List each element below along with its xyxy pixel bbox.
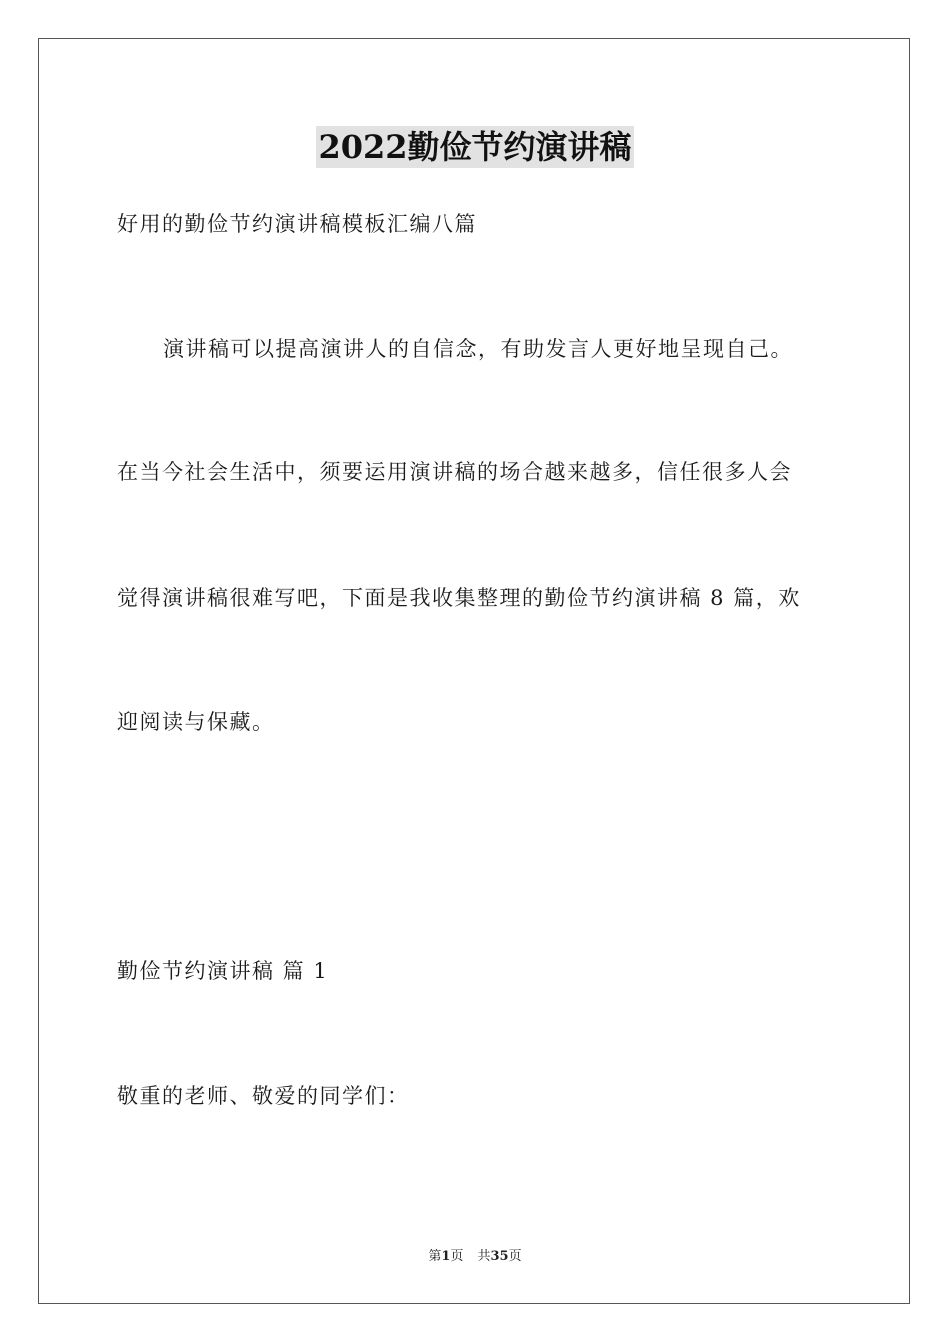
- page-suffix: 页: [450, 1249, 464, 1264]
- intro-line-2: 在当今社会生活中，须要运用演讲稿的场合越来越多，信任很多人会: [117, 460, 792, 484]
- intro-line-3: 觉得演讲稿很难写吧，下面是我收集整理的勤俭节约演讲稿 8 篇，欢: [117, 586, 801, 610]
- total-suffix: 页: [508, 1249, 522, 1264]
- salutation: 敬重的老师、敬爱的同学们：: [117, 1084, 410, 1108]
- section-heading: 勤俭节约演讲稿 篇 1: [117, 959, 329, 983]
- intro-line-1: 演讲稿可以提高演讲人的自信念，有助发言人更好地呈现自己。: [163, 337, 793, 361]
- title-container: [0, 126, 950, 168]
- document-title: 2022勤俭节约演讲稿: [318, 128, 632, 166]
- page-footer: [0, 1248, 950, 1266]
- document-subtitle: 好用的勤俭节约演讲稿模板汇编八篇: [117, 212, 477, 236]
- total-pages: 35: [490, 1249, 509, 1264]
- page-prefix: 第: [428, 1249, 442, 1264]
- page-number: 1: [441, 1249, 451, 1264]
- intro-line-4: 迎阅读与保藏。: [117, 710, 275, 734]
- total-prefix: 共: [477, 1249, 491, 1264]
